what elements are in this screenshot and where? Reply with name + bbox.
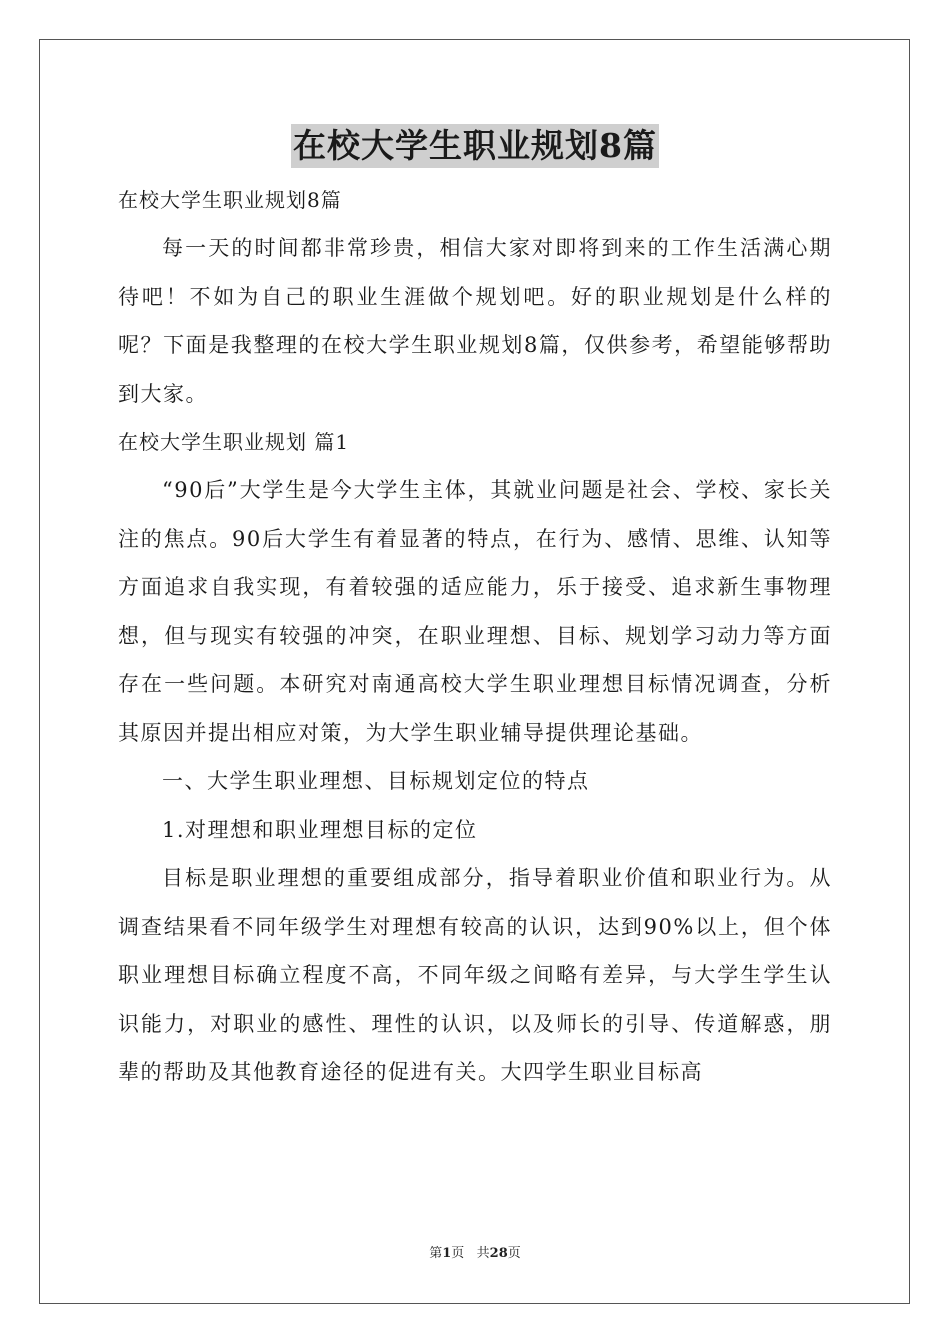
total-page-count: 28 (489, 1246, 508, 1261)
page-number-suffix: 页 (507, 1246, 521, 1261)
body-paragraph: 1.对理想和职业理想目标的定位 (162, 817, 478, 842)
body-paragraph: 目标是职业理想的重要组成部分，指导着职业价值和职业行为。从调查结果看不同年级学生对理想有较高的认识，达到90%以上，但个体职业理想目标确立程度不高，不同年级之间略有差异，与大学生学生认识能力，对职业的感性、理性的认识，以及师长的引导、传道解惑，朋辈的帮助及其他教育途径的促进有关。大四学生职业目标高 (118, 866, 832, 1084)
document-title (0, 124, 950, 168)
section-heading: 在校大学生职业规划 篇1 (118, 430, 350, 454)
body-paragraph: “90后”大学生是今大学生主体，其就业问题是社会、学校、家长关注的焦点。90后大学生有着显著的特点，在行为、感情、思维、认知等方面追求自我实现，有着较强的适应能力，乐于接受、追求新生事物理想，但与现实有较强的冲突，在职业理想、目标、规划学习动力等方面存在一些问题。本研究对南通高校大学生职业理想目标情况调查，分析其原因并提出相应对策，为大学生职业辅导提供理论基础。 (118, 478, 832, 745)
current-page-number: 1 (442, 1246, 452, 1261)
document-subtitle: 在校大学生职业规划8篇 (118, 188, 342, 212)
body-paragraph: 一、大学生职业理想、目标规划定位的特点 (162, 769, 590, 793)
page-number-mid: 页 共 (451, 1246, 490, 1261)
document-title-text: 在校大学生职业规划8篇 (291, 124, 659, 168)
document-body (118, 180, 832, 1097)
page-number-prefix: 第 (429, 1246, 443, 1261)
page-footer (0, 1244, 950, 1264)
intro-paragraph: 每一天的时间都非常珍贵，相信大家对即将到来的工作生活满心期待吧！不如为自己的职业生涯做个规划吧。好的职业规划是什么样的呢？下面是我整理的在校大学生职业规划8篇，仅供参考，希望能够帮助到大家。 (118, 236, 832, 406)
